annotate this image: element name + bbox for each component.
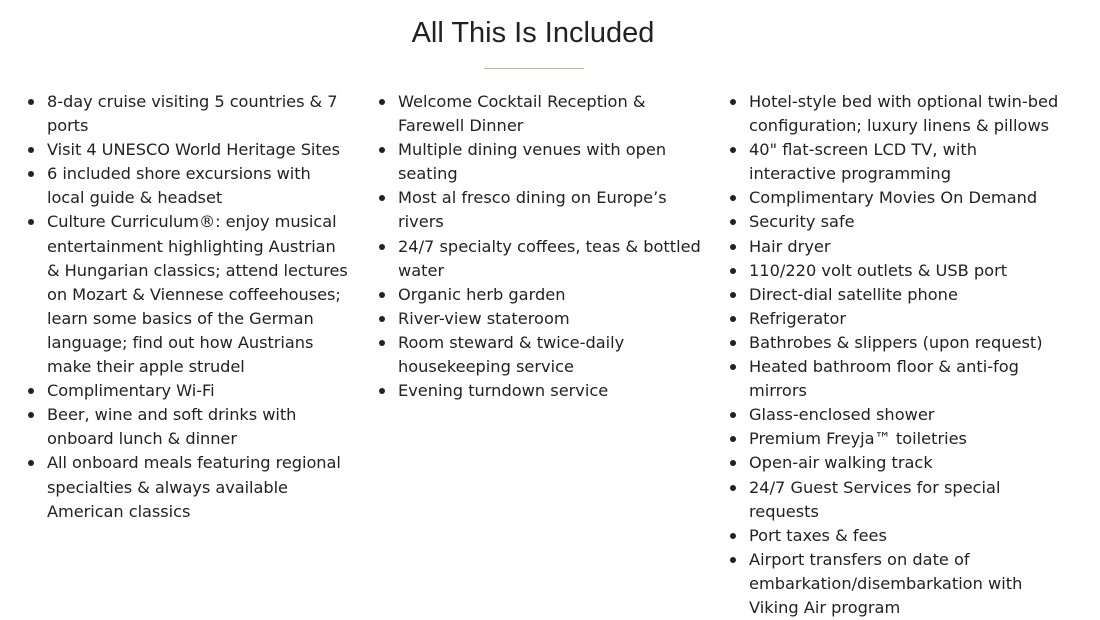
included-list-column-3 [730, 90, 1060, 620]
title-divider [484, 68, 584, 69]
list-item [379, 331, 701, 379]
list-item [730, 307, 1060, 331]
list-item-text: Security safe [749, 212, 855, 232]
list-item [28, 451, 350, 523]
list-item-text: Direct-dial satellite phone [749, 284, 958, 304]
list-item [28, 138, 350, 162]
list-item [28, 90, 350, 138]
list-item [730, 138, 1060, 186]
list-item [730, 259, 1060, 283]
list-item-text: Heated bathroom floor & anti-fog mirrors [749, 357, 1019, 401]
list-item-text: Culture Curriculum®: enjoy musical entertainment highlighting Austrian & Hungarian classics; attend lectures on Mozart & Viennese coffeehouses; learn some basics of the German language; find out how Austrians make their apple strudel [47, 212, 348, 377]
list-item [28, 403, 350, 451]
list-item [730, 355, 1060, 403]
list-item [730, 331, 1060, 355]
list-item-text: Evening turndown service [398, 381, 609, 401]
list-item [730, 427, 1060, 451]
list-item [730, 186, 1060, 210]
list-item-text: Welcome Cocktail Reception & Farewell Dinner [398, 92, 646, 136]
included-list-column-2 [379, 90, 701, 403]
list-item-text: Visit 4 UNESCO World Heritage Sites [47, 140, 340, 160]
included-list-column-1 [28, 90, 350, 524]
list-item-text: 6 included shore excursions with local guide & headset [47, 164, 311, 208]
list-item-text: 40" flat-screen LCD TV, with interactive programming [749, 140, 977, 184]
list-item-text: 8-day cruise visiting 5 countries & 7 ports [47, 92, 338, 136]
list-item-text: Glass-enclosed shower [749, 405, 935, 425]
list-item-text: 24/7 specialty coffees, teas & bottled water [398, 236, 701, 280]
list-item-text: Room steward & twice-daily housekeeping service [398, 332, 625, 377]
list-item [730, 548, 1060, 620]
list-item-text: Complimentary Movies On Demand [749, 188, 1038, 208]
list-item-text: Complimentary Wi-Fi [47, 381, 215, 401]
list-item [730, 451, 1060, 475]
list-item [379, 307, 701, 331]
list-item-text: Bathrobes & slippers (upon request) [749, 332, 1043, 352]
list-item [28, 210, 350, 379]
list-item [730, 403, 1060, 427]
list-item-text: Organic herb garden [398, 284, 566, 304]
list-item-text: 24/7 Guest Services for special requests [749, 477, 1001, 521]
list-item [379, 283, 701, 307]
list-item-text: Multiple dining venues with open seating [398, 140, 667, 184]
list-item [730, 235, 1060, 259]
list-item-text: Premium Freyja™ toiletries [749, 429, 967, 449]
list-item-text: Most al fresco dining on Europe’s rivers [398, 188, 667, 232]
section-title: All This Is Included [411, 17, 655, 49]
list-item [730, 476, 1060, 524]
list-item [28, 162, 350, 210]
list-item-text: Refrigerator [749, 308, 847, 328]
list-item-text: All onboard meals featuring regional specialties & always available American classics [47, 453, 341, 521]
list-item [379, 90, 701, 138]
list-item-text: Hotel-style bed with optional twin-bed configuration; luxury linens & pillows [749, 92, 1059, 136]
list-item-text: Port taxes & fees [749, 525, 887, 545]
list-item-text: River-view stateroom [398, 308, 570, 328]
list-item [379, 379, 701, 403]
list-item [730, 283, 1060, 307]
list-item [730, 210, 1060, 234]
list-item [379, 138, 701, 186]
list-item [730, 90, 1060, 138]
list-item [379, 235, 701, 283]
list-item-text: Open-air walking track [749, 453, 933, 473]
list-item-text: 110/220 volt outlets & USB port [749, 260, 1008, 280]
list-item [379, 186, 701, 234]
list-item-text: Airport transfers on date of embarkation/disembarkation with Viking Air program [749, 549, 1023, 617]
list-item [28, 379, 350, 403]
list-item-text: Beer, wine and soft drinks with onboard lunch & dinner [47, 405, 297, 449]
list-item [730, 524, 1060, 548]
list-item-text: Hair dryer [749, 236, 831, 256]
